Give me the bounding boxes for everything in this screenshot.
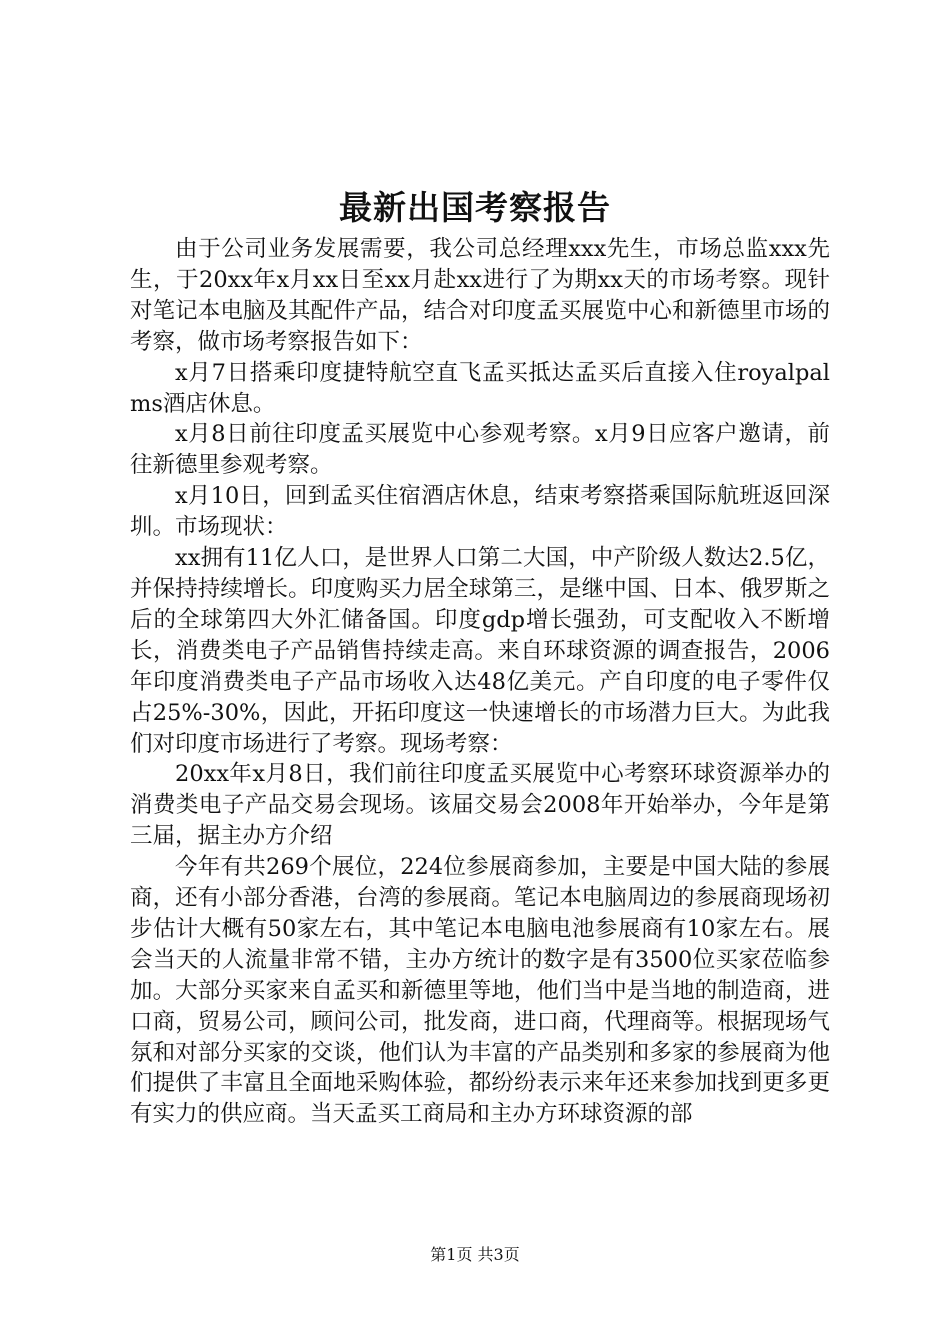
paragraph: x月8日前往印度孟买展览中心参观考察。x月9日应客户邀请，前往新德里参观考察。 (130, 421, 830, 479)
paragraph: xx拥有11亿人口，是世界人口第二大国，中产阶级人数达2.5亿，并保持持续增长。印度购买力居全球第三，是继中国、日本、俄罗斯之后的全球第四大外汇储备国。印度gdp增长强劲，可支配收入不断增长，消费类电子产品销售持续走高。来自环球资源的调查报告，2006年印度消费类电子产品市场收入达48亿美元。产自印度的电子零件仅占25%-30%，因此，开拓印度这一快速增长的市场潜力巨大。为此我们对印度市场进行了考察。现场考察： (130, 545, 830, 757)
paragraph: 今年有共269个展位，224位参展商参加，主要是中国大陆的参展商，还有小部分香港，台湾的参展商。笔记本电脑周边的参展商现场初步估计大概有50家左右，其中笔记本电脑电池参展商有10家左右。展会当天的人流量非常不错，主办方统计的数字是有3500位买家莅临参加。大部分买家来自孟买和新德里等地，他们当中是当地的制造商，进口商，贸易公司，顾问公司，批发商，进口商，代理商等。根据现场气氛和对部分买家的交谈，他们认为丰富的产品类别和多家的参展商为他们提供了丰富且全面地采购体验，都纷纷表示来年还来参加找到更多更有实力的供应商。当天孟买工商局和主办方环球资源的部 (130, 854, 830, 1128)
paragraph: 20xx年x月8日，我们前往印度孟买展览中心考察环球资源举办的消费类电子产品交易会现场。该届交易会2008年开始举办，今年是第三届，据主办方介绍 (130, 761, 830, 850)
page-number-footer: 第1页 共3页 (430, 1245, 520, 1264)
document-body (130, 234, 830, 1130)
paragraph: 由于公司业务发展需要，我公司总经理xxx先生，市场总监xxx先生，于20xx年x月xx日至xx月赴xx进行了为期xx天的市场考察。现针对笔记本电脑及其配件产品，结合对印度孟买展览中心和新德里市场的考察，做市场考察报告如下： (130, 236, 830, 355)
document-title: 最新出国考察报告 (339, 188, 611, 227)
paragraph: x月7日搭乘印度捷特航空直飞孟买抵达孟买后直接入住royalpalms酒店休息。 (130, 359, 830, 417)
paragraph: x月10日，回到孟买住宿酒店休息，结束考察搭乘国际航班返回深圳。市场现状： (130, 483, 830, 541)
